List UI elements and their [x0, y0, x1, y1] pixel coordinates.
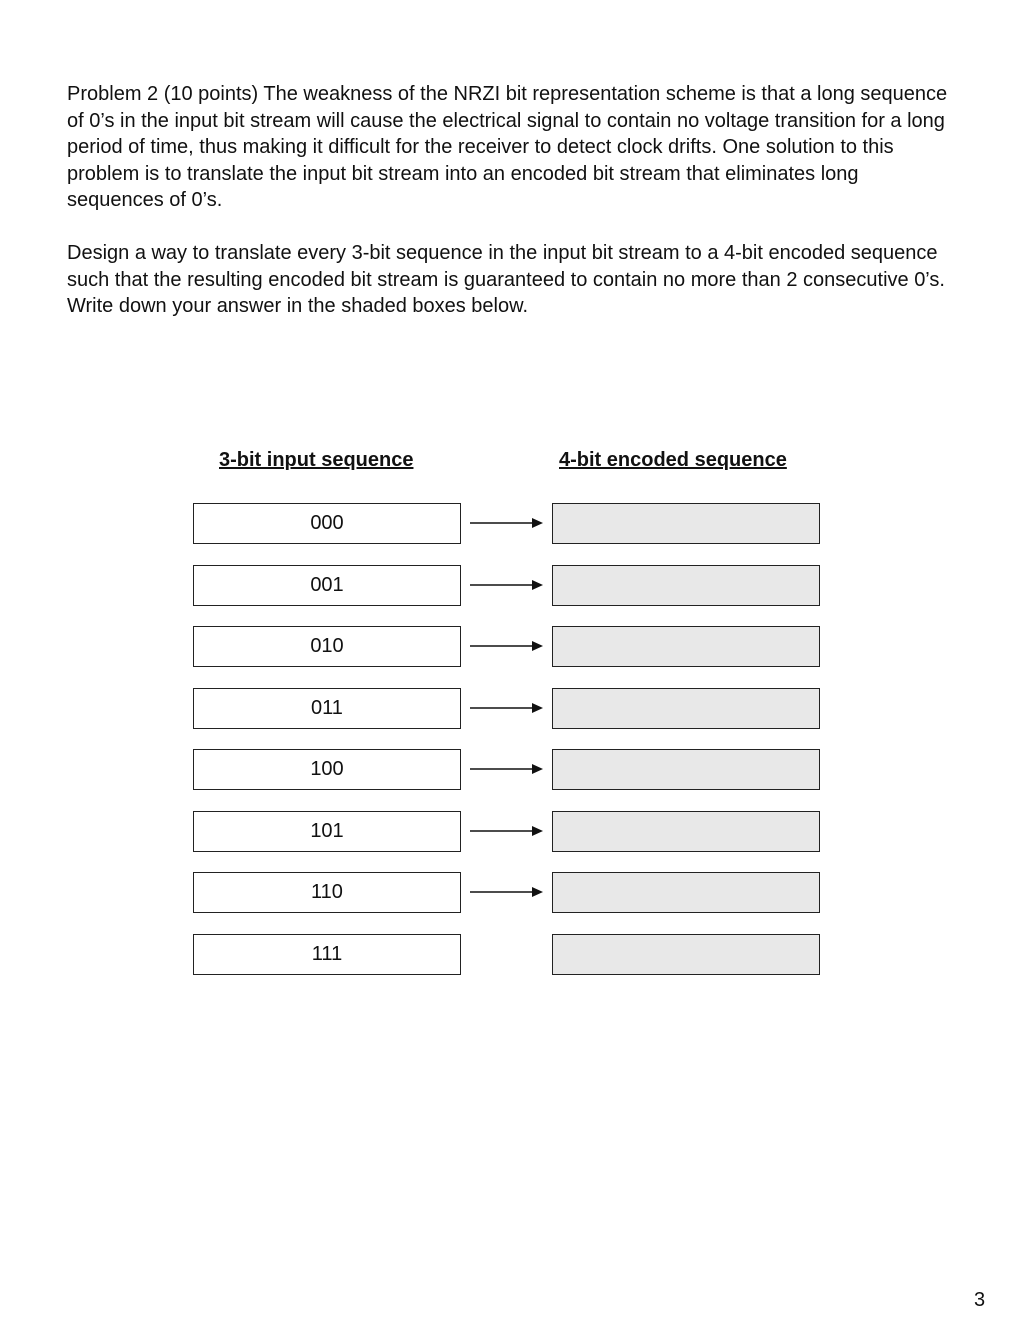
encoded-answer-box[interactable] [552, 934, 820, 975]
encoded-answer-box[interactable] [552, 626, 820, 667]
table-row [0, 688, 1023, 729]
table-row [0, 749, 1023, 790]
right-arrow-icon [470, 578, 544, 592]
right-arrow-icon [470, 516, 544, 530]
encoded-answer-box[interactable] [552, 503, 820, 544]
table-row [0, 565, 1023, 606]
problem-instructions: Design a way to translate every 3-bit sequence in the input bit stream to a 4-bit encoded sequence such that the resulting encoded bit stream is guaranteed to contain no more than 2 consecutive 0’s. Write down your answer in the shaded boxes below. [67, 242, 945, 318]
input-sequence-box: 000 [193, 503, 461, 544]
right-arrow-icon [470, 701, 544, 715]
right-arrow-icon [470, 639, 544, 653]
encoded-answer-box[interactable] [552, 749, 820, 790]
right-arrow-icon [470, 824, 544, 838]
table-row [0, 503, 1023, 544]
right-arrow-icon [470, 762, 544, 776]
encoded-answer-box[interactable] [552, 565, 820, 606]
page-number: 3 [974, 1289, 986, 1311]
table-row [0, 872, 1023, 913]
input-sequence-box: 001 [193, 565, 461, 606]
input-sequence-box: 011 [193, 688, 461, 729]
encoded-answer-box[interactable] [552, 811, 820, 852]
problem-statement: Problem 2 (10 points) The weakness of the NRZI bit representation scheme is that a long sequence of 0’s in the input bit stream will cause the electrical signal to contain no voltage transition for a long period of time, thus making it difficult for the receiver to detect clock drifts. One solution to this problem is to translate the input bit stream into an encoded bit stream that eliminates long sequences of 0’s. [67, 83, 948, 212]
input-sequence-box: 111 [193, 934, 461, 975]
input-sequence-box: 101 [193, 811, 461, 852]
encoded-column-header: 4-bit encoded sequence [559, 449, 787, 471]
input-sequence-box: 010 [193, 626, 461, 667]
table-row [0, 811, 1023, 852]
input-sequence-box: 100 [193, 749, 461, 790]
table-row [0, 626, 1023, 667]
encoded-answer-box[interactable] [552, 872, 820, 913]
encoded-answer-box[interactable] [552, 688, 820, 729]
table-row [0, 934, 1023, 975]
right-arrow-icon [470, 885, 544, 899]
input-sequence-box: 110 [193, 872, 461, 913]
input-column-header: 3-bit input sequence [219, 449, 414, 471]
